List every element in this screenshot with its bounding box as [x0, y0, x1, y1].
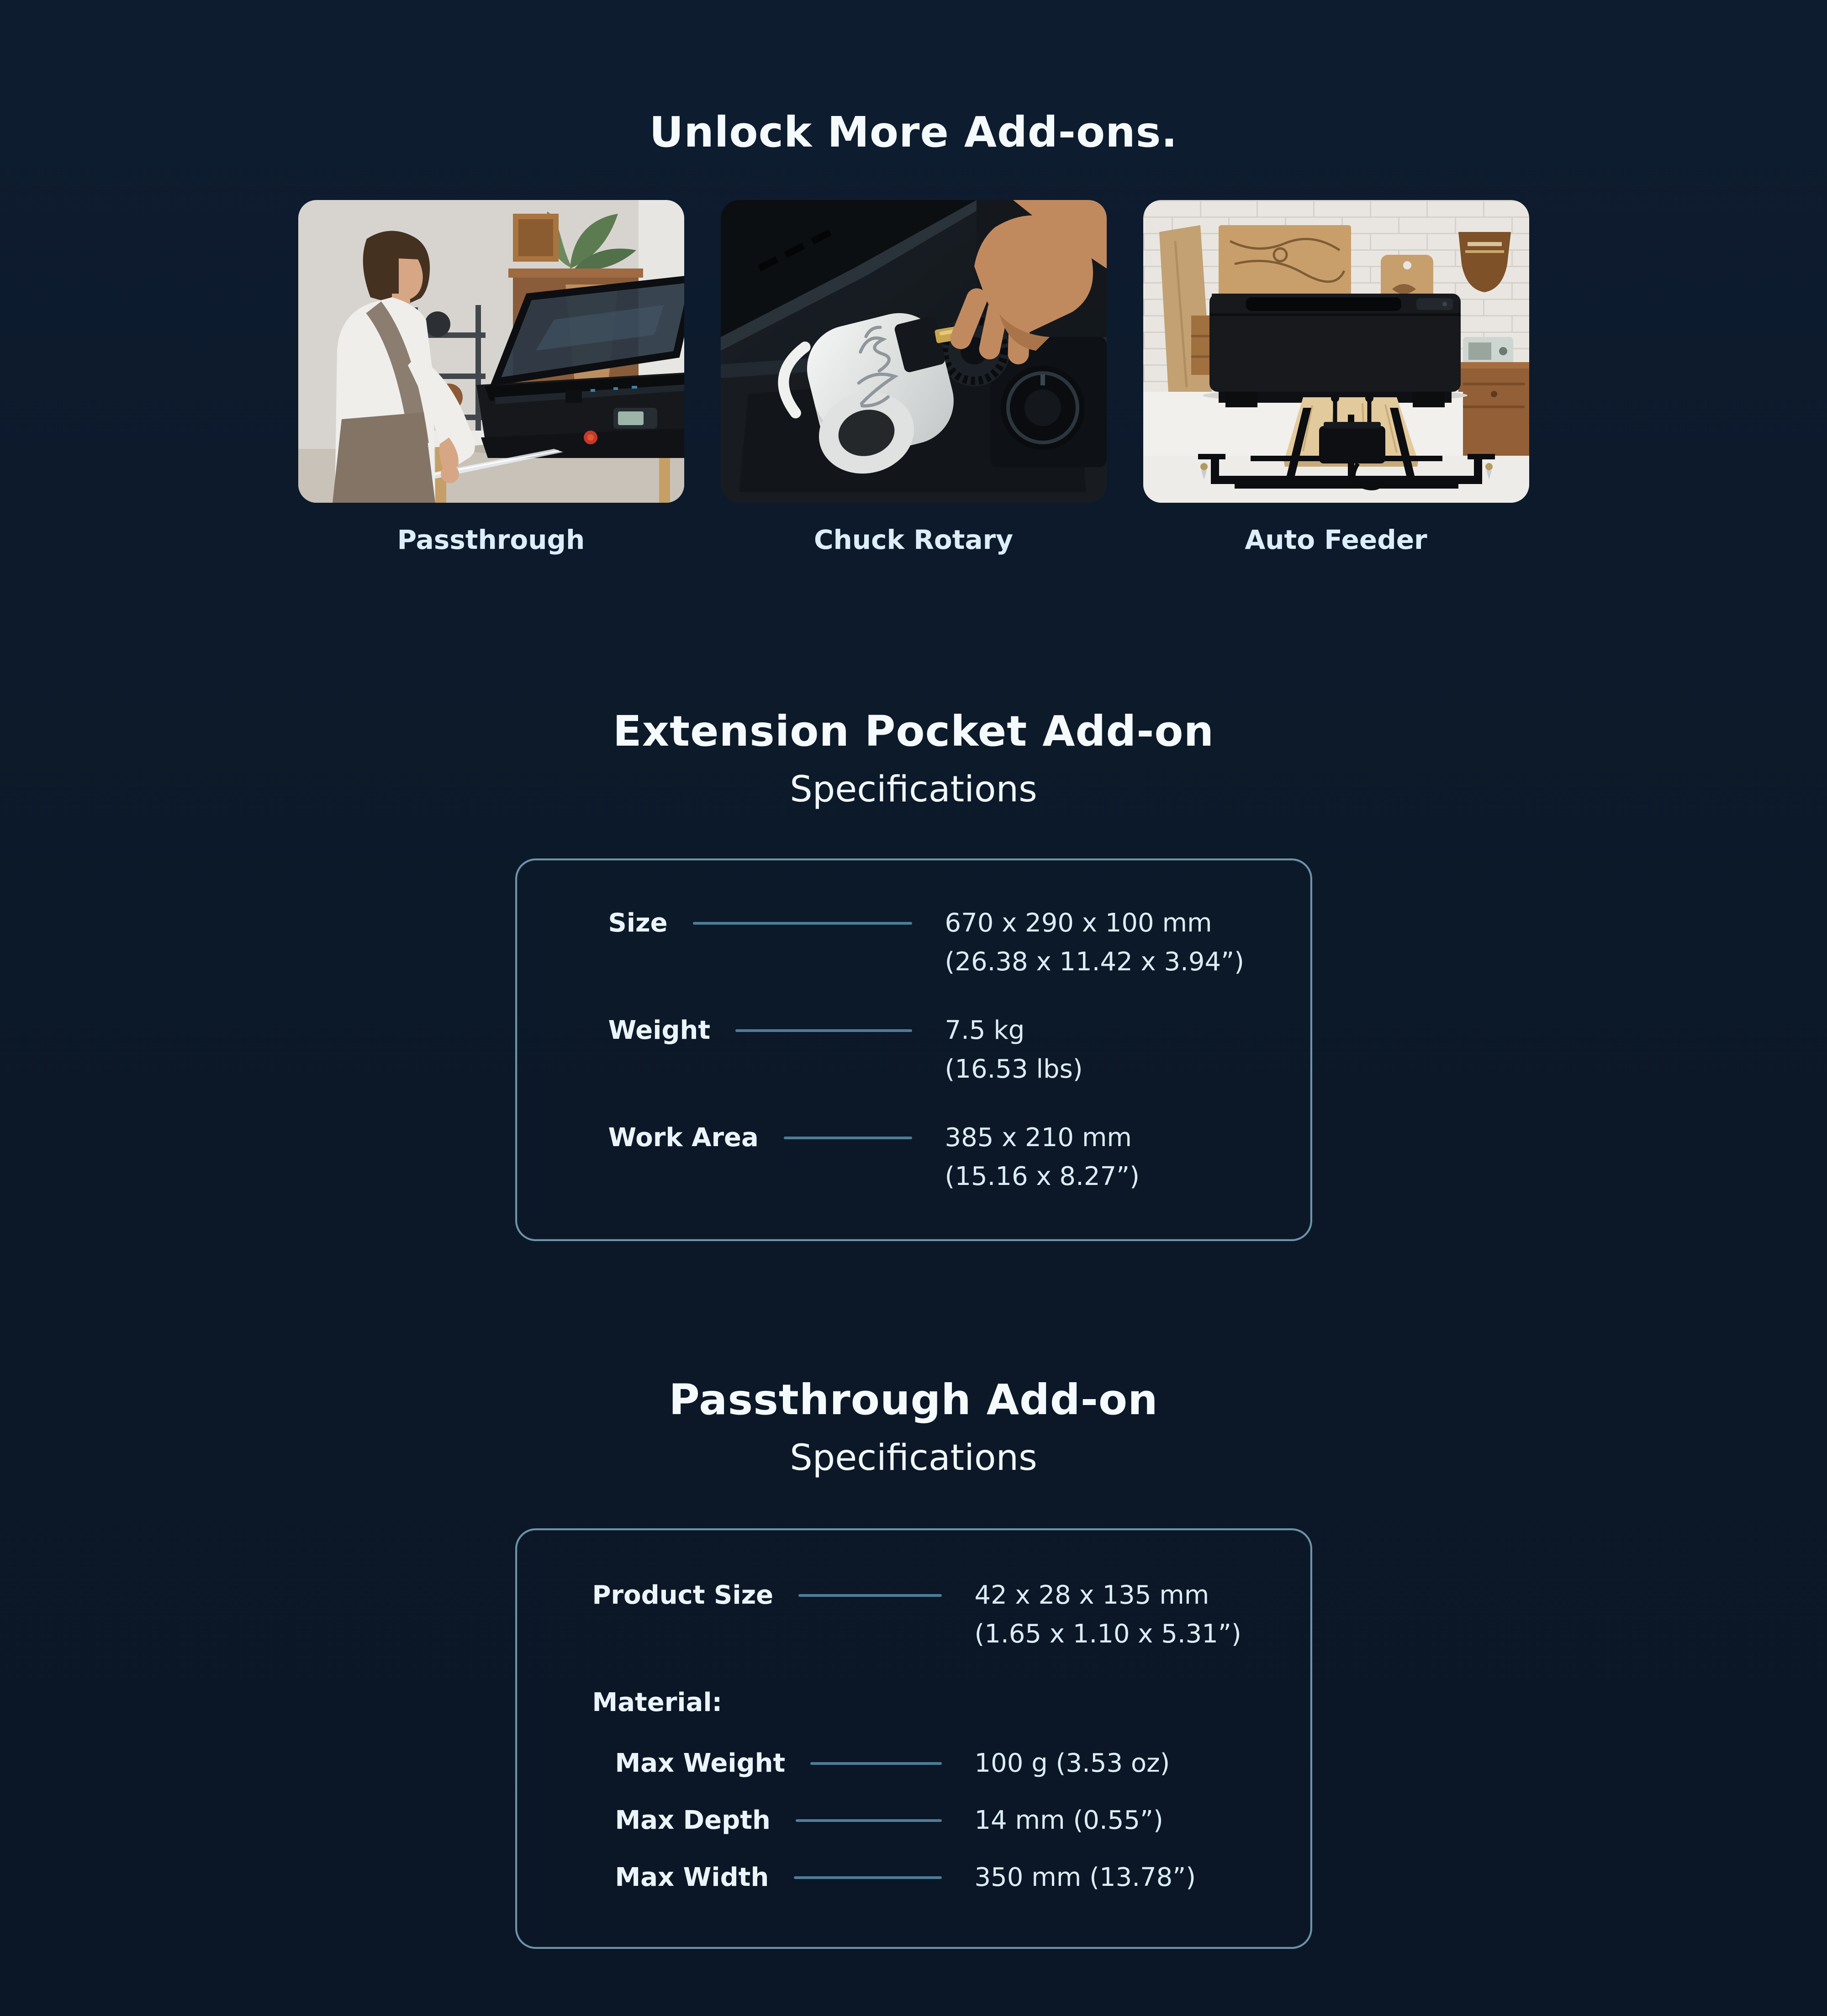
spec-label: Material: — [592, 1688, 722, 1717]
spec-value-line: 350 mm (13.78”) — [974, 1863, 1196, 1892]
leader-line — [794, 1876, 941, 1879]
spec-row-max-depth — [592, 1801, 1258, 1840]
spec-value-line: 42 x 28 x 135 mm — [974, 1580, 1209, 1610]
addon-card-passthrough — [298, 200, 684, 556]
leader-line — [798, 1594, 941, 1597]
spec-value-line: (26.38 x 11.42 x 3.94”) — [945, 947, 1245, 977]
spec-row-work-area — [608, 1118, 1256, 1196]
spec-value — [975, 1801, 1258, 1840]
leader-line — [693, 922, 912, 925]
section-subheading-passthrough: Specifications — [790, 1437, 1037, 1479]
spec-label: Weight — [608, 1016, 711, 1045]
section-subheading-extension-pocket: Specifications — [790, 769, 1037, 810]
spec-value-line: 100 g (3.53 oz) — [974, 1748, 1170, 1778]
spec-value — [975, 1576, 1258, 1653]
passthrough-photo-illustration — [298, 200, 684, 503]
addon-cards — [0, 200, 1827, 556]
spec-label: Size — [608, 908, 668, 938]
spec-row-size — [608, 904, 1256, 981]
spec-value-line: (16.53 lbs) — [945, 1054, 1083, 1084]
section-heading-passthrough: Passthrough Add-on — [669, 1375, 1158, 1424]
spec-row-max-width — [592, 1858, 1258, 1897]
spec-value-line: (1.65 x 1.10 x 5.31”) — [974, 1619, 1241, 1649]
addon-card-auto-feeder — [1143, 200, 1529, 556]
spec-row-material — [592, 1683, 1258, 1722]
addon-card-label-passthrough: Passthrough — [397, 524, 585, 555]
extension-pocket-spec-box — [515, 858, 1312, 1241]
chuck-rotary-photo — [721, 200, 1107, 503]
spec-value — [945, 1118, 1256, 1196]
auto-feeder-photo-illustration — [1143, 200, 1529, 503]
spec-value — [945, 1011, 1256, 1089]
addon-card-label-auto-feeder: Auto Feeder — [1245, 524, 1427, 555]
passthrough-photo — [298, 200, 684, 503]
auto-feeder-photo — [1143, 200, 1529, 503]
spec-value-line: 385 x 210 mm — [945, 1123, 1132, 1153]
spec-label: Max Weight — [615, 1748, 786, 1778]
spec-value — [945, 904, 1256, 981]
spec-row-weight — [608, 1011, 1256, 1089]
spec-label: Work Area — [608, 1123, 759, 1153]
passthrough-spec-box — [515, 1528, 1312, 1949]
spec-label: Product Size — [592, 1580, 774, 1610]
spec-label: Max Depth — [615, 1805, 771, 1835]
passthrough-specs-section — [0, 1375, 1827, 1949]
spec-row-product-size — [592, 1576, 1258, 1653]
section-heading-extension-pocket: Extension Pocket Add-on — [613, 707, 1214, 756]
leader-line — [796, 1819, 942, 1822]
spec-value-line: 7.5 kg — [945, 1016, 1025, 1045]
spec-row-max-weight — [592, 1744, 1258, 1783]
spec-value-line: 14 mm (0.55”) — [974, 1805, 1163, 1835]
page-title: Unlock More Add-ons. — [649, 108, 1178, 157]
spec-value-line: (15.16 x 8.27”) — [945, 1162, 1140, 1191]
leader-line — [784, 1137, 912, 1139]
spec-label: Max Width — [615, 1863, 769, 1892]
spec-value — [975, 1858, 1258, 1897]
spec-value — [975, 1744, 1258, 1783]
addon-card-chuck-rotary — [721, 200, 1107, 556]
chuck-rotary-photo-illustration — [721, 200, 1107, 503]
leader-line — [735, 1029, 912, 1032]
spec-value-line: 670 x 290 x 100 mm — [945, 908, 1212, 938]
extension-pocket-specs-section — [0, 707, 1827, 1241]
leader-line — [810, 1762, 941, 1765]
addon-card-label-chuck-rotary: Chuck Rotary — [813, 524, 1014, 555]
